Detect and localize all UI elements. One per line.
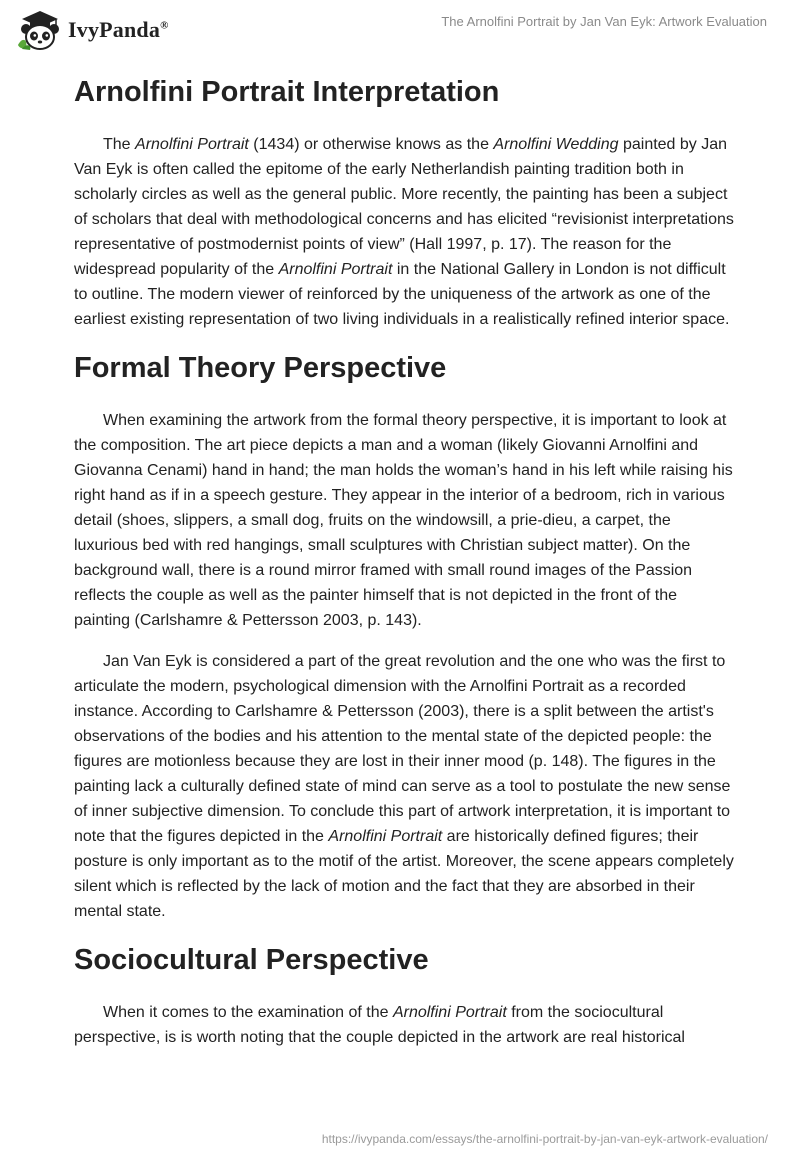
section-heading: Sociocultural Perspective	[74, 944, 429, 976]
source-url[interactable]: https://ivypanda.com/essays/the-arnolfini-portrait-by-jan-van-eyk-artwork-evaluation/	[321, 1132, 768, 1146]
paragraph: When it comes to the examination of the Arnolfini Portrait from the sociocultural perspective, is is worth noting that the couple depicted in the artwork are real historical	[74, 1004, 685, 1046]
document-title: The Arnolfini Portrait by Jan Van Eyk: Artwork Evaluation	[441, 14, 767, 29]
ivypanda-logo[interactable]	[16, 8, 169, 52]
paragraph: The Arnolfini Portrait (1434) or otherwise knows as the Arnolfini Wedding painted by Jan Van Eyk is often called the epitome of the early Netherlandish painting tradition both in scholarly circles as well as the general public. More recently, the painting has been a subject of scholars that deal with methodological concerns and has elicited “revisionist interpretations representative of postmodernist points of view” (Hall 1997, p. 17). The reason for the widespread popularity of the Arnolfini Portrait in the National Gallery in London is not difficult to outline. The modern viewer of reinforced by the uniqueness of the artwork as one of the earliest existing representation of two living individuals in a realistically refined interior space.	[74, 136, 734, 328]
page-header	[0, 0, 800, 60]
logo-text: IvyPanda®	[68, 17, 169, 42]
paragraph: When examining the artwork from the formal theory perspective, it is important to look at the composition. The art piece depicts a man and a woman (likely Giovanni Arnolfini and Giovanna Cenami) hand in hand; the man holds the woman’s hand in his left while raising his right hand as if in a speech gesture. They appear in the interior of a bedroom, rich in various detail (shoes, slippers, a small dog, fruits on the windowsill, a prie-dieu, a carpet, the luxurious bed with red hangings, small sculptures with Christian subject matter). On the background wall, there is a round mirror framed with small round images of the Passion reflects the couple as well as the painter himself that is not depicted in the front of the painting (Carlshamre & Pettersson 2003, p. 143).	[74, 412, 733, 629]
paragraph: Jan Van Eyk is considered a part of the great revolution and the one who was the first to articulate the modern, psychological dimension with the Arnolfini Portrait as a recorded instance. According to Carlshamre & Pettersson (2003), there is a split between the artist's observations of the bodies and his attention to the mental state of the depicted people: the figures are motionless because they are lost in their inner mood (p. 148). The figures in the painting lack a culturally defined state of mind can serve as a tool to postulate the new sense of inner subjective dimension. To conclude this part of artwork interpretation, it is important to note that the figures depicted in the Arnolfini Portrait are historically defined figures; their posture is only important as to the motif of the artist. Moreover, the scene appears completely silent which is reflected by the lack of motion and the fact that they are absorbed in their mental state.	[74, 653, 734, 920]
panda-graduate-icon	[16, 9, 62, 51]
section-heading: Formal Theory Perspective	[74, 352, 447, 384]
essay-content	[74, 70, 734, 1066]
section-heading: Arnolfini Portrait Interpretation	[74, 76, 500, 108]
